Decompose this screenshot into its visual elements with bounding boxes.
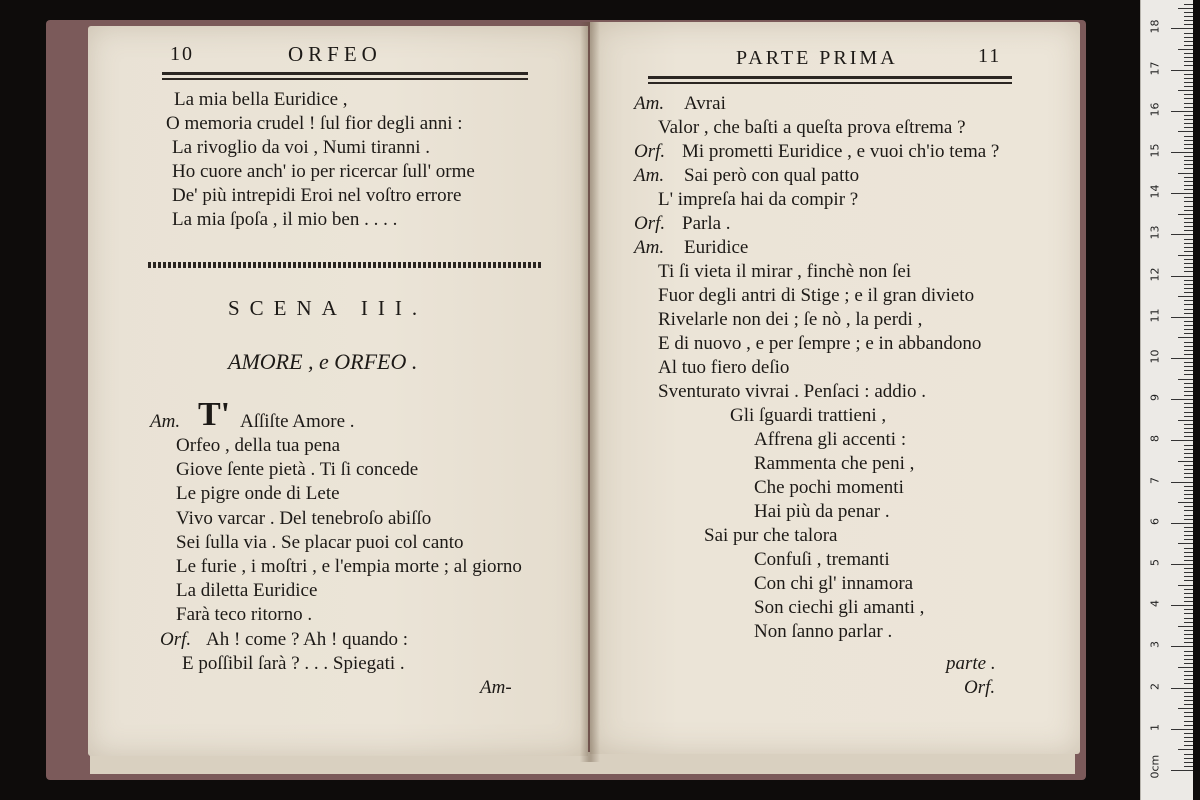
ruler-tick [1184, 638, 1193, 639]
ruler-tick [1184, 449, 1193, 450]
verse-line: Fuor degli antri di Stige ; e il gran divieto [658, 285, 975, 306]
ruler-tick [1184, 156, 1193, 157]
verse-line: Mi prometti Euridice , e vuoi ch'io tema ? [682, 141, 1000, 162]
ruler-tick [1184, 98, 1193, 99]
stage-direction: parte . [946, 653, 996, 674]
ruler-tick [1184, 309, 1193, 310]
ruler-label: 1 [1148, 723, 1162, 731]
ruler-tick [1184, 304, 1193, 305]
ruler-tick [1184, 86, 1193, 87]
ruler-tick [1184, 119, 1193, 120]
ruler-tick [1184, 766, 1193, 767]
ruler-tick [1184, 136, 1193, 137]
ruler-tick [1178, 749, 1193, 750]
left-header-rule [162, 72, 528, 80]
ruler-tick [1184, 597, 1193, 598]
ruler-tick [1171, 276, 1193, 277]
ruler-tick [1178, 502, 1193, 503]
ruler-tick [1184, 387, 1193, 388]
ruler-label: 14 [1148, 184, 1162, 199]
verse-line: Con chi gl' innamora [754, 573, 914, 594]
ruler-tick [1178, 296, 1193, 297]
ruler-tick [1171, 482, 1193, 483]
ruler-tick [1184, 140, 1193, 141]
ruler-label: 6 [1148, 517, 1162, 525]
ruler-tick [1184, 510, 1193, 511]
ruler-tick [1184, 675, 1193, 676]
verse-line: Sai però con qual patto [684, 165, 860, 186]
ruler-tick [1171, 317, 1193, 318]
verse-line: Son ciechi gli amanti , [754, 597, 925, 618]
verse-line: Le furie , i moſtri , e l'empia morte ; al giorno [176, 556, 522, 577]
ruler-tick [1184, 20, 1193, 21]
ruler-tick [1184, 473, 1193, 474]
ruler-tick [1184, 313, 1193, 314]
verse-line: Sei ſulla via . Se placar puoi col canto [176, 531, 464, 553]
ruler-tick [1184, 618, 1193, 619]
ruler-tick [1184, 721, 1193, 722]
verse-line: Che pochi momenti [754, 477, 904, 498]
ruler-tick [1184, 164, 1193, 165]
ruler-tick [1184, 292, 1193, 293]
ruler-tick [1184, 354, 1193, 355]
verse-line: Confuſi , tremanti [754, 549, 890, 570]
ruler-tick [1184, 251, 1193, 252]
speaker-label: Am. [634, 237, 665, 258]
ruler-tick [1184, 568, 1193, 569]
catchword: Orf. [964, 677, 996, 698]
verse-line: Parla . [682, 213, 731, 234]
ruler-tick [1171, 523, 1193, 524]
ruler-tick [1184, 506, 1193, 507]
ruler-tick [1184, 622, 1193, 623]
ruler-tick [1184, 519, 1193, 520]
ruler-label: 0cm [1148, 754, 1162, 779]
ruler-tick [1171, 28, 1193, 29]
verse-line: La mia bella Euridice , [174, 89, 348, 110]
ruler-tick [1184, 45, 1193, 46]
ruler-tick [1178, 173, 1193, 174]
ruler-label: 12 [1148, 267, 1162, 282]
ruler-tick [1178, 255, 1193, 256]
verse-line: Sai pur che talora [704, 525, 838, 546]
ruler-tick [1184, 12, 1193, 13]
ruler-label: 16 [1148, 102, 1162, 117]
ruler-tick [1184, 683, 1193, 684]
ruler-tick [1184, 366, 1193, 367]
ruler-tick [1184, 263, 1193, 264]
ruler-tick [1184, 663, 1193, 664]
ruler-tick [1184, 206, 1193, 207]
ruler-tick [1184, 535, 1193, 536]
ruler-tick [1184, 383, 1193, 384]
ruler-tick [1171, 358, 1193, 359]
speaker-label: Orf. [634, 213, 666, 234]
verse-line: L' impreſa hai da compir ? [658, 189, 859, 210]
ruler-tick [1184, 325, 1193, 326]
right-page-number: 11 [978, 45, 1002, 67]
catchword: Am- [480, 677, 512, 698]
ruler-tick [1184, 494, 1193, 495]
verse-line: Ti ſi vieta il mirar , finchè non ſei [658, 261, 912, 282]
ruler-tick [1184, 531, 1193, 532]
ruler-tick [1184, 601, 1193, 602]
ruler-tick [1184, 127, 1193, 128]
ruler-tick [1184, 280, 1193, 281]
ruler-tick [1184, 395, 1193, 396]
ruler-tick [1184, 197, 1193, 198]
ruler-tick [1171, 688, 1193, 689]
ruler-tick [1184, 412, 1193, 413]
ruler-label: 11 [1148, 308, 1162, 323]
verse-line: Orfeo , della tua pena [176, 435, 341, 456]
speaker-label: Orf. [160, 629, 192, 650]
ruler-tick [1184, 267, 1193, 268]
ruler-tick [1184, 539, 1193, 540]
ruler-tick [1184, 457, 1193, 458]
ruler-tick [1184, 712, 1193, 713]
ruler-tick [1184, 201, 1193, 202]
ruler-label: 13 [1148, 225, 1162, 240]
ruler-tick [1184, 16, 1193, 17]
ruler-tick [1184, 391, 1193, 392]
verse-line: Affrena gli accenti : [754, 429, 907, 450]
ruler-tick [1178, 379, 1193, 380]
ruler-tick [1184, 758, 1193, 759]
ruler-tick [1184, 700, 1193, 701]
verse-line: E di nuovo , e per ſempre ; e in abbandono [658, 333, 982, 354]
ruler-tick [1178, 337, 1193, 338]
ruler-tick [1184, 239, 1193, 240]
ruler-tick [1184, 57, 1193, 58]
ruler-tick [1184, 725, 1193, 726]
ruler-tick [1178, 667, 1193, 668]
ruler-label: 9 [1148, 394, 1162, 402]
ruler-tick [1184, 329, 1193, 330]
ruler-label: 7 [1148, 476, 1162, 484]
verse-line: Non ſanno parlar . [754, 621, 893, 642]
ruler-tick [1184, 177, 1193, 178]
ruler-tick [1184, 560, 1193, 561]
ruler-tick [1171, 605, 1193, 606]
ruler-label: 8 [1148, 435, 1162, 443]
ruler-tick [1178, 420, 1193, 421]
speaker-label: Am. [634, 93, 665, 114]
ruler-tick [1184, 453, 1193, 454]
ruler-tick [1184, 609, 1193, 610]
ruler-tick [1184, 346, 1193, 347]
ruler-tick [1184, 37, 1193, 38]
ruler-tick [1184, 107, 1193, 108]
ruler-tick [1184, 189, 1193, 190]
ruler-tick [1184, 659, 1193, 660]
ruler-tick [1184, 572, 1193, 573]
verse-line: Rivelarle non dei ; ſe nò , la perdi , [658, 309, 923, 330]
ruler-tick [1184, 271, 1193, 272]
ruler-tick [1184, 181, 1193, 182]
ruler-tick [1184, 651, 1193, 652]
ruler-tick [1184, 284, 1193, 285]
ruler-tick [1184, 556, 1193, 557]
ruler-tick [1171, 111, 1193, 112]
ruler-tick [1184, 321, 1193, 322]
ruler-tick [1184, 432, 1193, 433]
verse-line: Vivo varcar . Del tenebroſo abiſſo [176, 507, 432, 529]
ruler-tick [1184, 642, 1193, 643]
ruler-tick [1178, 626, 1193, 627]
ruler-tick [1184, 4, 1193, 5]
ruler-tick [1184, 333, 1193, 334]
ruler-tick [1171, 729, 1193, 730]
ruler-tick [1184, 733, 1193, 734]
verse-line: De' più intrepidi Eroi nel voſtro errore [172, 185, 462, 206]
ruler-tick [1184, 655, 1193, 656]
measurement-ruler [1140, 0, 1193, 800]
ruler-tick [1184, 576, 1193, 577]
ruler-tick [1184, 53, 1193, 54]
ruler-tick [1171, 193, 1193, 194]
ruler-label: 18 [1148, 19, 1162, 34]
ruler-tick [1184, 424, 1193, 425]
ruler-tick [1184, 168, 1193, 169]
ruler-tick [1184, 754, 1193, 755]
ruler-tick [1184, 515, 1193, 516]
ruler-tick [1184, 61, 1193, 62]
ruler-tick [1184, 416, 1193, 417]
ruler-tick [1178, 708, 1193, 709]
ruler-tick [1184, 24, 1193, 25]
verse-line: Aſſiſte Amore . [240, 411, 355, 432]
verse-line: Sventurato vivrai . Penſaci : addio . [658, 381, 927, 402]
speaker-label: Am. [150, 411, 181, 432]
ruler-tick [1184, 65, 1193, 66]
ruler-label: 3 [1148, 641, 1162, 649]
ruler-tick [1171, 152, 1193, 153]
ruler-tick [1184, 465, 1193, 466]
ruler-tick [1184, 259, 1193, 260]
ruler-tick [1184, 630, 1193, 631]
ruler-tick [1184, 218, 1193, 219]
ruler-tick [1184, 222, 1193, 223]
ruler-tick [1184, 370, 1193, 371]
ruler-tick [1184, 288, 1193, 289]
ruler-tick [1184, 160, 1193, 161]
ruler-tick [1184, 593, 1193, 594]
ruler-tick [1184, 94, 1193, 95]
ruler-tick [1184, 696, 1193, 697]
ruler-tick [1184, 552, 1193, 553]
ruler-tick [1184, 613, 1193, 614]
ruler-tick [1184, 103, 1193, 104]
ruler-label: 10 [1148, 349, 1162, 364]
ruler-tick [1171, 646, 1193, 647]
ruler-tick [1184, 230, 1193, 231]
ruler-tick [1184, 210, 1193, 211]
ruler-tick [1184, 679, 1193, 680]
ruler-label: 15 [1148, 143, 1162, 158]
ruler-tick [1184, 74, 1193, 75]
ruler-tick [1184, 469, 1193, 470]
ruler-tick [1184, 243, 1193, 244]
ruler-tick [1171, 70, 1193, 71]
left-page-number: 10 [170, 43, 194, 65]
verse-line: Farà teco ritorno . [176, 604, 313, 626]
ruler-tick [1178, 585, 1193, 586]
ruler-tick [1184, 247, 1193, 248]
ruler-tick [1184, 486, 1193, 487]
ruler-tick [1184, 745, 1193, 746]
ruler-tick [1184, 704, 1193, 705]
ruler-tick [1184, 226, 1193, 227]
ruler-tick [1178, 543, 1193, 544]
ruler-tick [1184, 144, 1193, 145]
drop-cap: T' [198, 396, 231, 433]
ruler-tick [1171, 564, 1193, 565]
ruler-tick [1184, 737, 1193, 738]
ruler-tick [1184, 580, 1193, 581]
ruler-tick [1184, 407, 1193, 408]
verse-line: Al tuo fiero deſio [658, 357, 790, 378]
ruler-tick [1171, 234, 1193, 235]
verse-line: La mia ſpoſa , il mio ben . . . . [172, 209, 398, 230]
ruler-tick [1184, 548, 1193, 549]
ruler-tick [1184, 490, 1193, 491]
verse-line: Rammenta che peni , [754, 453, 915, 474]
ruler-tick [1184, 185, 1193, 186]
verse-line: Valor , che baſti a queſta prova eſtrema ? [658, 117, 966, 138]
ruler-tick [1184, 350, 1193, 351]
ruler-tick [1184, 589, 1193, 590]
verse-line: Hai più da penar . [754, 501, 890, 522]
ruler-tick [1178, 214, 1193, 215]
ruler-tick [1184, 374, 1193, 375]
ruler-tick [1178, 49, 1193, 50]
verse-line: O memoria crudel ! ſul fior degli anni : [166, 113, 463, 134]
ruler-label: 2 [1148, 682, 1162, 690]
speaker-label: Orf. [634, 141, 666, 162]
ruler-tick [1184, 41, 1193, 42]
ruler-tick [1184, 148, 1193, 149]
ruler-tick [1184, 33, 1193, 34]
ruler-tick [1184, 428, 1193, 429]
ruler-tick [1184, 403, 1193, 404]
scene-characters: AMORE , e ORFEO . [228, 349, 418, 374]
book-gutter [580, 22, 600, 762]
ruler-label: 17 [1148, 61, 1162, 76]
ruler-tick [1184, 123, 1193, 124]
verse-line: Ho cuore anch' io per ricercar ſull' orme [172, 161, 475, 182]
ruler-tick [1184, 78, 1193, 79]
scene-divider-ornament [148, 262, 542, 268]
ruler-tick [1178, 8, 1193, 9]
ruler-tick [1171, 440, 1193, 441]
verse-line: E poſſibil ſarà ? . . . Spiegati . [182, 653, 405, 674]
left-running-head: ORFEO [288, 42, 382, 66]
verse-line: Giove ſente pietà . Ti ſi concede [176, 459, 419, 481]
ruler-tick [1178, 90, 1193, 91]
ruler-tick [1184, 692, 1193, 693]
ruler-tick [1184, 115, 1193, 116]
scene-title: SCENA III. [228, 296, 428, 320]
ruler-tick [1184, 527, 1193, 528]
verse-line: La rivoglio da voi , Numi tiranni . [172, 137, 431, 158]
verse-line: Avrai [684, 93, 726, 114]
verse-line: La diletta Euridice [176, 580, 318, 602]
ruler-tick [1184, 671, 1193, 672]
ruler-tick [1184, 716, 1193, 717]
ruler-label: 4 [1148, 600, 1162, 608]
ruler-tick [1184, 445, 1193, 446]
ruler-tick [1184, 436, 1193, 437]
verse-line: Gli ſguardi trattieni , [730, 405, 887, 426]
right-running-head: PARTE PRIMA [736, 47, 898, 69]
verse-line: Euridice [684, 237, 749, 258]
right-header-rule [648, 76, 1012, 84]
ruler-tick [1184, 498, 1193, 499]
verse-line: Le pigre onde di Lete [176, 483, 340, 505]
ruler-tick [1184, 342, 1193, 343]
ruler-tick [1178, 461, 1193, 462]
speaker-label: Am. [634, 165, 665, 186]
ruler-tick [1171, 399, 1193, 400]
ruler-tick [1184, 741, 1193, 742]
ruler-tick [1184, 300, 1193, 301]
ruler-tick [1184, 362, 1193, 363]
ruler-tick [1184, 762, 1193, 763]
ruler-tick [1178, 131, 1193, 132]
ruler-tick [1184, 477, 1193, 478]
ruler-tick [1184, 82, 1193, 83]
ruler-tick [1184, 634, 1193, 635]
ruler-label: 5 [1148, 559, 1162, 566]
ruler-tick [1171, 770, 1193, 771]
verse-line: Ah ! come ? Ah ! quando : [206, 629, 409, 650]
